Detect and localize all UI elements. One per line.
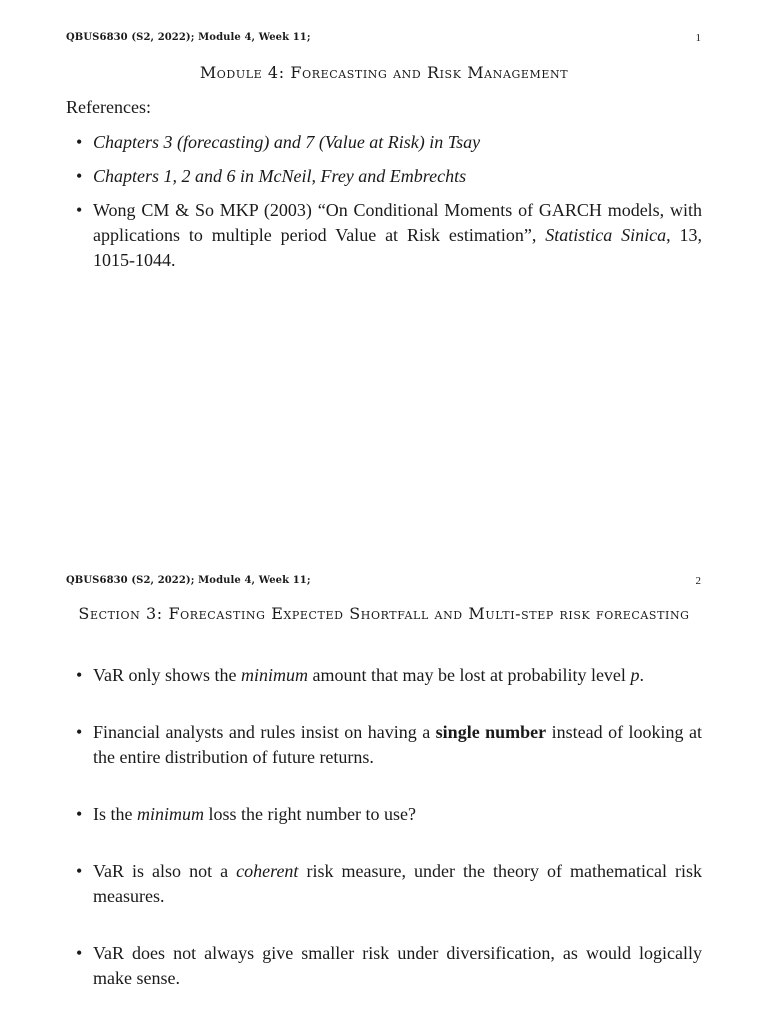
emphasis-text: minimum xyxy=(241,665,308,685)
page-header: QBUS6830 (S2, 2022); Module 4, Week 11; xyxy=(66,32,311,43)
content-bullet-list xyxy=(76,663,702,1023)
section-title: Section 3: Forecasting Expected Shortfall and Multi-step risk forecasting xyxy=(78,604,690,623)
reference-item xyxy=(76,130,702,155)
references-label: References: xyxy=(66,97,151,117)
reference-item xyxy=(76,164,702,189)
module-title: Module 4: Forecasting and Risk Management xyxy=(199,63,569,82)
page-number: 1 xyxy=(695,32,701,44)
bullet-icon: • xyxy=(76,132,83,152)
reference-text: Wong CM & So MKP (2003) “On Conditional Moments of GARCH models, with applications to multiple period Value at Risk estimation”, xyxy=(93,200,702,245)
reference-text: Chapters 3 (forecasting) and 7 (Value at Risk) in Tsay xyxy=(93,132,481,152)
bullet-item xyxy=(76,663,702,688)
page-header: QBUS6830 (S2, 2022); Module 4, Week 11; xyxy=(66,575,311,586)
references-list xyxy=(76,130,702,282)
bullet-icon: • xyxy=(76,804,83,824)
bullet-text: VaR is also not a xyxy=(93,861,237,881)
bullet-icon: • xyxy=(76,861,83,881)
bullet-icon: • xyxy=(76,943,83,963)
bullet-icon: • xyxy=(76,166,83,186)
reference-text: , 13, 1015-1044. xyxy=(93,225,702,270)
bullet-text: . xyxy=(639,665,644,685)
bullet-text: amount that may be lost at probability level xyxy=(308,665,631,685)
reference-text: Chapters 1, 2 and 6 in McNeil, Frey and Embrechts xyxy=(93,166,467,186)
bullet-text: Financial analysts and rules insist on having a xyxy=(93,722,436,742)
bullet-text: instead of looking at the entire distribution of future returns. xyxy=(93,722,702,767)
bullet-item xyxy=(76,859,702,909)
emphasis-text: minimum xyxy=(137,804,204,824)
bullet-text: Is the xyxy=(93,804,137,824)
bullet-text: risk measure, under the theory of mathematical risk measures. xyxy=(93,861,703,906)
emphasis-text: coherent xyxy=(236,861,299,881)
bullet-text: loss the right number to use? xyxy=(204,804,416,824)
math-variable: p xyxy=(630,665,640,685)
bold-text: single number xyxy=(435,722,547,742)
bullet-text: VaR only shows the xyxy=(93,665,241,685)
bullet-text: VaR does not always give smaller risk under diversification, as would logically make sense. xyxy=(93,943,702,988)
reference-item xyxy=(76,198,702,273)
bullet-item xyxy=(76,720,702,770)
bullet-item xyxy=(76,941,702,991)
journal-name: Statistica Sinica xyxy=(545,225,667,245)
bullet-item xyxy=(76,802,702,827)
page-number: 2 xyxy=(695,575,701,587)
bullet-icon: • xyxy=(76,722,83,742)
bullet-icon: • xyxy=(76,665,83,685)
bullet-icon: • xyxy=(76,200,83,220)
